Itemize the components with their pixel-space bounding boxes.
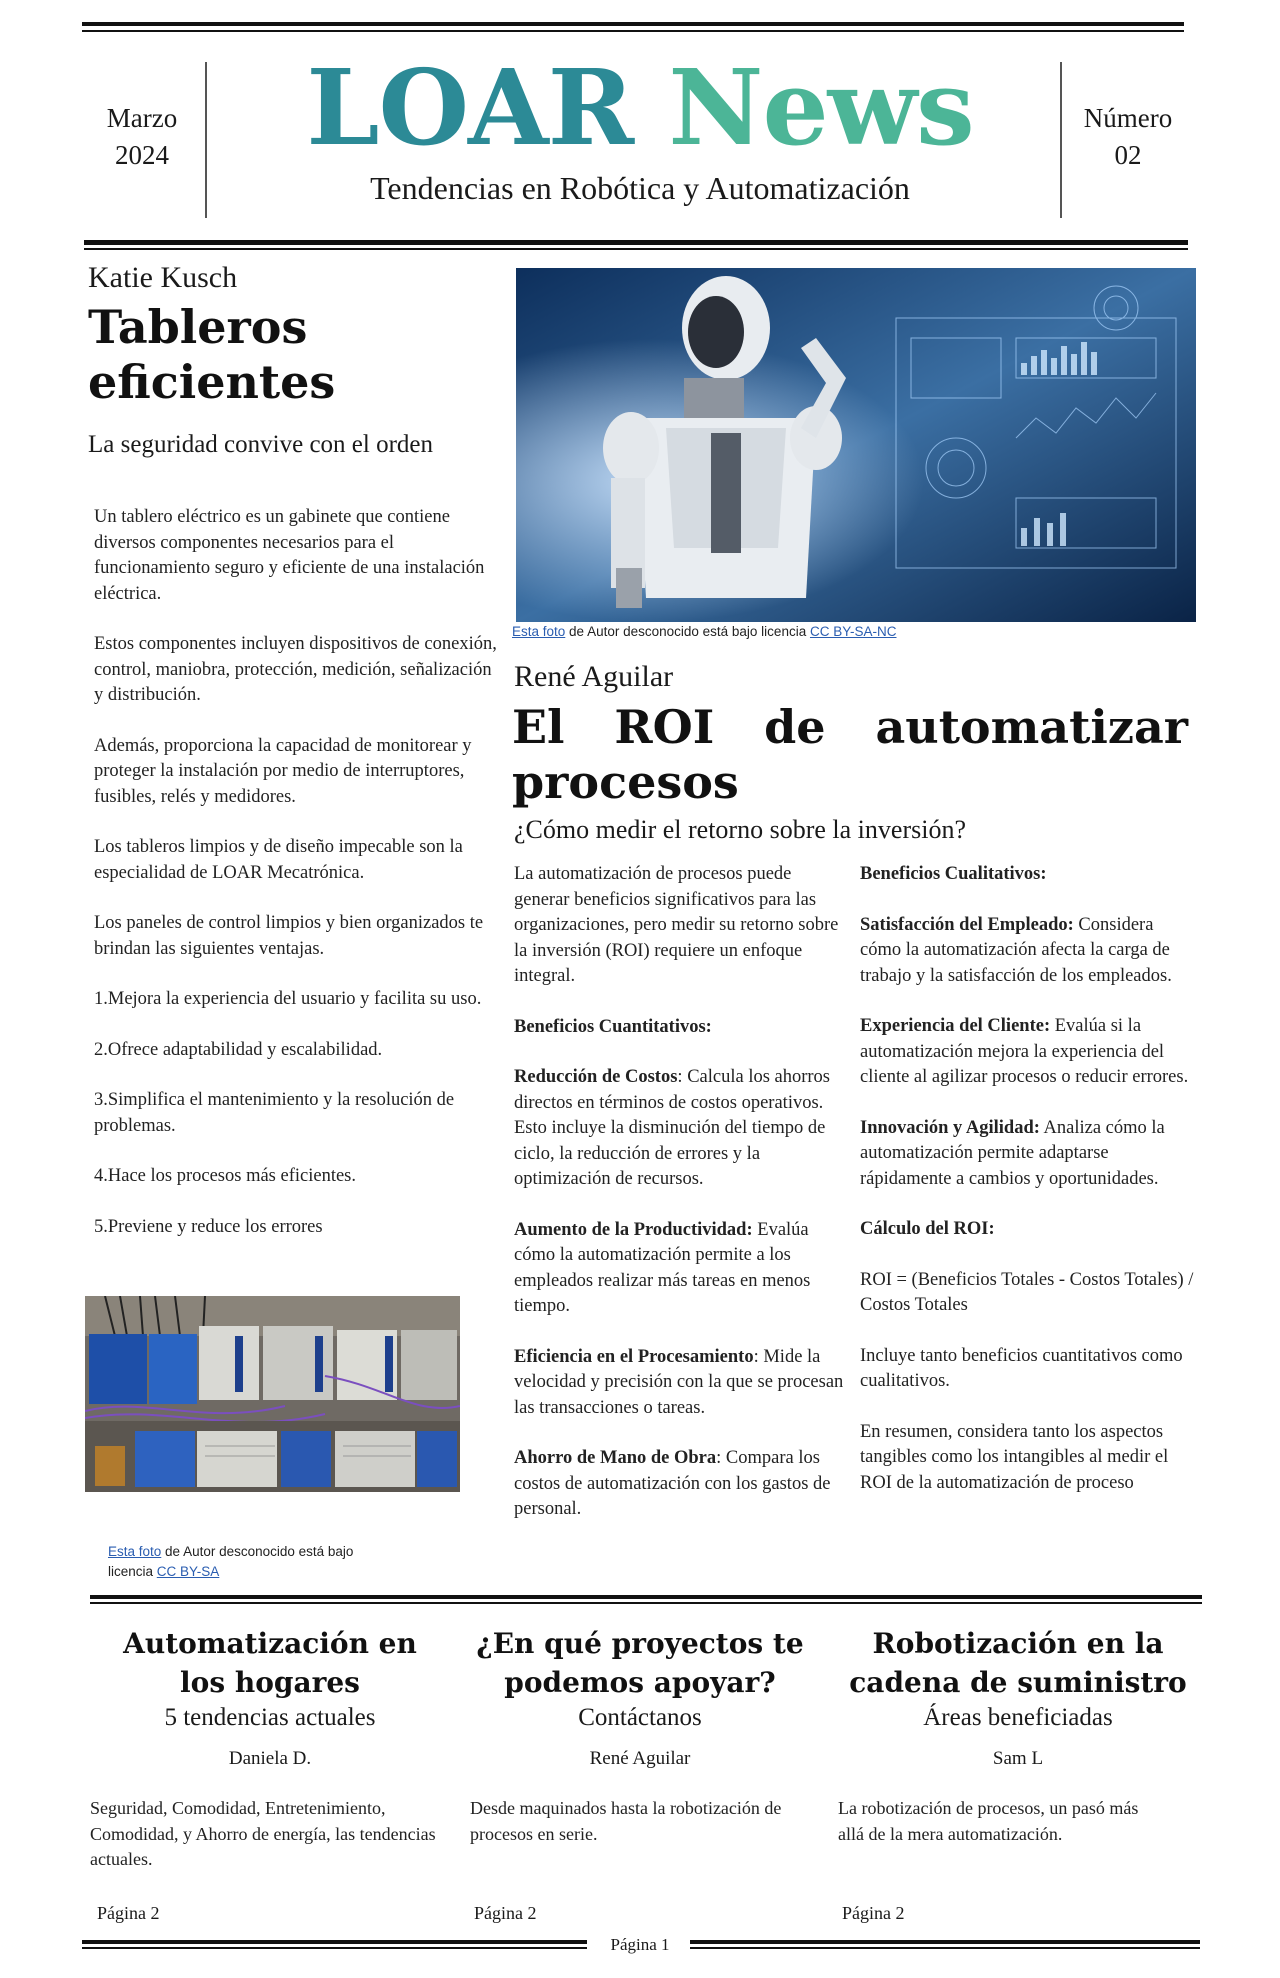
teaser-headline: [838, 1624, 1198, 1702]
headline-word: ROI: [614, 700, 715, 754]
benefit-text: Calcula los ahorros directos en términos de costos operativos. Esto incluye la disminución del tiempo de ciclo, la reducción de errores y la optimización de recursos.: [514, 1067, 831, 1189]
advantage-item: 4.Hace los procesos más eficientes.: [94, 1166, 356, 1186]
headline-word: El: [512, 700, 565, 754]
benefit-term: Ahorro de Mano de Obra: [514, 1448, 717, 1468]
left-article-paragraph: Los paneles de control limpios y bien organizados te brindan las siguientes ventajas.: [94, 913, 484, 959]
issue-number-label: Número: [1083, 103, 1173, 133]
teaser-page-link[interactable]: Página 2: [474, 1903, 537, 1923]
left-article-body: [94, 505, 502, 1265]
advantage-item: 1.Mejora la experiencia del usuario y facilita su uso.: [94, 989, 482, 1009]
masthead-subtitle: Tendencias en Robótica y Automatización: [370, 170, 910, 206]
benefit-sep: :: [677, 1067, 688, 1087]
teaser-headline-line1: Robotización en la: [872, 1627, 1164, 1660]
left-article-headline: [88, 300, 335, 410]
masthead-title-news: News: [668, 46, 974, 169]
masthead-title-loar: LOAR: [306, 46, 634, 169]
teaser-page-link[interactable]: Página 2: [97, 1903, 160, 1923]
robot-photo: [516, 268, 1196, 622]
teaser-author: Daniela D.: [228, 1748, 312, 1769]
electrical-panel-photo: [85, 1296, 460, 1492]
benefit-item: [860, 913, 1196, 990]
main-article-headline-line2: procesos: [512, 755, 739, 809]
left-article-headline-line2: eficientes: [88, 355, 336, 409]
benefit-text: Mide la velocidad y precisión con la que se procesan las transacciones o tareas.: [514, 1346, 844, 1418]
benefit-term: Eficiencia en el Procesamiento: [514, 1346, 754, 1367]
main-article-headline: [512, 700, 1188, 810]
footer-rule-left-thick: [82, 1940, 587, 1944]
benefit-term: Innovación y Agilidad:: [860, 1117, 1040, 1138]
roi-note: Incluye tanto beneficios cuantitativos como cualitativos.: [860, 1345, 1183, 1391]
panel-photo-link[interactable]: Esta foto: [108, 1544, 162, 1559]
robot-photo-credit: [512, 622, 1072, 642]
masthead-divider-left: [205, 62, 207, 218]
footer-rule-left-thin: [82, 1947, 587, 1949]
qualitative-title: Beneficios Cualitativos:: [860, 864, 1047, 884]
left-article-paragraph: Además, proporciona la capacidad de monitorear y proteger la instalación por medio de interruptores, fusibles, relés y medidores.: [94, 735, 472, 807]
benefit-text: Evalúa cómo la automatización permite a los empleados realizar más tareas en menos tiempo.: [514, 1219, 811, 1316]
issue-number-value: 02: [1114, 140, 1142, 170]
headline-word: de: [764, 700, 826, 754]
benefit-item: [514, 1218, 850, 1320]
teaser-deck: Contáctanos: [578, 1704, 702, 1731]
teaser-headline: [470, 1624, 810, 1702]
benefit-text: Evalúa si la automatización mejora la experiencia del cliente al agilizar procesos o reducir errores.: [860, 1016, 1189, 1087]
main-article-col2: [860, 862, 1196, 1521]
left-article-paragraph: Los tableros limpios y de diseño impecable son la especialidad de LOAR Mecatrónica.: [94, 837, 463, 883]
teaser-text: Seguridad, Comodidad, Entretenimiento, Comodidad, y Ahorro de energía, las tendencias actuales.: [90, 1798, 436, 1869]
issue-year: 2024: [115, 140, 169, 170]
benefit-item: [514, 1345, 850, 1422]
issue-month: Marzo: [106, 103, 178, 133]
footer-rule-right-thin: [690, 1947, 1200, 1949]
main-article-col1: [514, 862, 850, 1548]
quantitative-title: Beneficios Cuantitativos:: [514, 1016, 712, 1037]
left-article-paragraph: Estos componentes incluyen dispositivos de conexión, control, maniobra, protección, medición, señalización y distribución.: [94, 634, 497, 705]
roi-formula: ROI = (Beneficios Totales - Costos Totales) / Costos Totales: [860, 1269, 1194, 1315]
benefit-text: Compara los costos de automatización con los gastos de personal.: [514, 1448, 831, 1519]
teaser-headline: [100, 1624, 440, 1702]
benefit-text: Analiza cómo la automatización permite adaptarse rápidamente a cambios y oportunidades.: [860, 1117, 1165, 1189]
roi-summary: En resumen, considera tanto los aspectos tangibles como los intangibles al medir el ROI de la automatización de proceso: [860, 1421, 1169, 1493]
benefit-text: Considera cómo la automatización afecta la carga de trabajo y la satisfacción de los empleados.: [860, 914, 1172, 986]
left-article-deck: La seguridad convive con el orden: [88, 431, 434, 458]
advantage-item: 5.Previene y reduce los errores: [94, 1216, 323, 1237]
benefit-item: [514, 1065, 850, 1193]
teaser-headline-line2: cadena de suministro: [849, 1666, 1187, 1699]
benefit-term: Experiencia del Cliente:: [860, 1016, 1051, 1036]
headline-word: automatizar: [875, 700, 1188, 754]
teaser-page-link[interactable]: Página 2: [842, 1903, 905, 1923]
teaser-deck: Áreas beneficiadas: [923, 1704, 1113, 1731]
issue-date: [82, 100, 202, 174]
teaser-author: René Aguilar: [589, 1748, 691, 1769]
robot-photo-credit-text: de Autor desconocido está bajo licencia: [565, 624, 810, 639]
left-article-author: Katie Kusch: [88, 261, 238, 294]
panel-photo-credit-text: de Autor desconocido está bajo licencia: [108, 1544, 354, 1579]
teaser-text: Desde maquinados hasta la robotización de procesos en serie.: [470, 1798, 782, 1844]
footer-page-number: Página 1: [610, 1935, 670, 1954]
teaser-text: La robotización de procesos, un pasó más allá de la mera automatización.: [838, 1798, 1139, 1844]
teaser-author: Sam L: [992, 1748, 1044, 1769]
top-rule-thin: [82, 30, 1184, 32]
teaser-headline-line2: podemos apoyar?: [504, 1666, 776, 1699]
roi-calc-title: Cálculo del ROI:: [860, 1219, 995, 1239]
benefit-term: Reducción de Costos: [514, 1067, 678, 1087]
robot-photo-license-link[interactable]: CC BY-SA-NC: [809, 624, 897, 639]
left-article-paragraph: Un tablero eléctrico es un gabinete que contiene diversos componentes necesarios para el funcionamiento seguro y eficiente de una instalación eléctrica.: [94, 507, 485, 604]
main-article-deck: ¿Cómo medir el retorno sobre la inversión?: [514, 815, 966, 844]
footer-rule-right-thick: [690, 1940, 1200, 1944]
top-rule-thick: [82, 22, 1184, 26]
teaser-deck: 5 tendencias actuales: [164, 1704, 376, 1731]
robot-photo-link[interactable]: Esta foto: [512, 624, 566, 639]
teaser-headline-line1: Automatización en: [123, 1627, 417, 1660]
benefit-term: Satisfacción del Empleado:: [860, 914, 1074, 935]
panel-photo-credit: [108, 1542, 368, 1582]
masthead-bottom-rule-thin: [84, 248, 1188, 250]
teaser-card[interactable]: [90, 1624, 440, 1873]
benefit-sep: :: [753, 1346, 764, 1367]
advantage-item: 2.Ofrece adaptabilidad y escalabilidad.: [94, 1039, 383, 1060]
benefit-sep: :: [716, 1448, 726, 1468]
teaser-headline-line1: ¿En qué proyectos te: [476, 1627, 804, 1660]
panel-photo-license-link[interactable]: CC BY-SA: [156, 1564, 220, 1579]
advantage-item: 3.Simplifica el mantenimiento y la resolución de problemas.: [94, 1090, 455, 1136]
main-article-headline-line1: [512, 700, 1188, 755]
masthead-title: [220, 48, 1060, 168]
teaser-headline-line2: los hogares: [180, 1666, 360, 1699]
masthead-bottom-rule-thick: [84, 240, 1188, 245]
benefit-item: [860, 1116, 1196, 1193]
teaser-top-rule-thin: [90, 1602, 1202, 1604]
teaser-top-rule-thick: [90, 1595, 1202, 1599]
teaser-card[interactable]: [470, 1624, 810, 1847]
left-article-headline-line1: Tableros: [88, 300, 308, 354]
benefit-item: [860, 1014, 1196, 1091]
main-article-author: René Aguilar: [514, 660, 674, 693]
issue-number: [1068, 100, 1188, 174]
benefit-term: Aumento de la Productividad:: [514, 1219, 753, 1240]
teaser-card[interactable]: [838, 1624, 1198, 1847]
masthead-divider-right: [1060, 62, 1062, 218]
benefit-item: [514, 1446, 850, 1523]
main-article-intro: La automatización de procesos puede generar beneficios significativos para las organizaciones, pero medir su retorno sobre la inversión (ROI) requiere un enfoque integral.: [514, 864, 839, 986]
